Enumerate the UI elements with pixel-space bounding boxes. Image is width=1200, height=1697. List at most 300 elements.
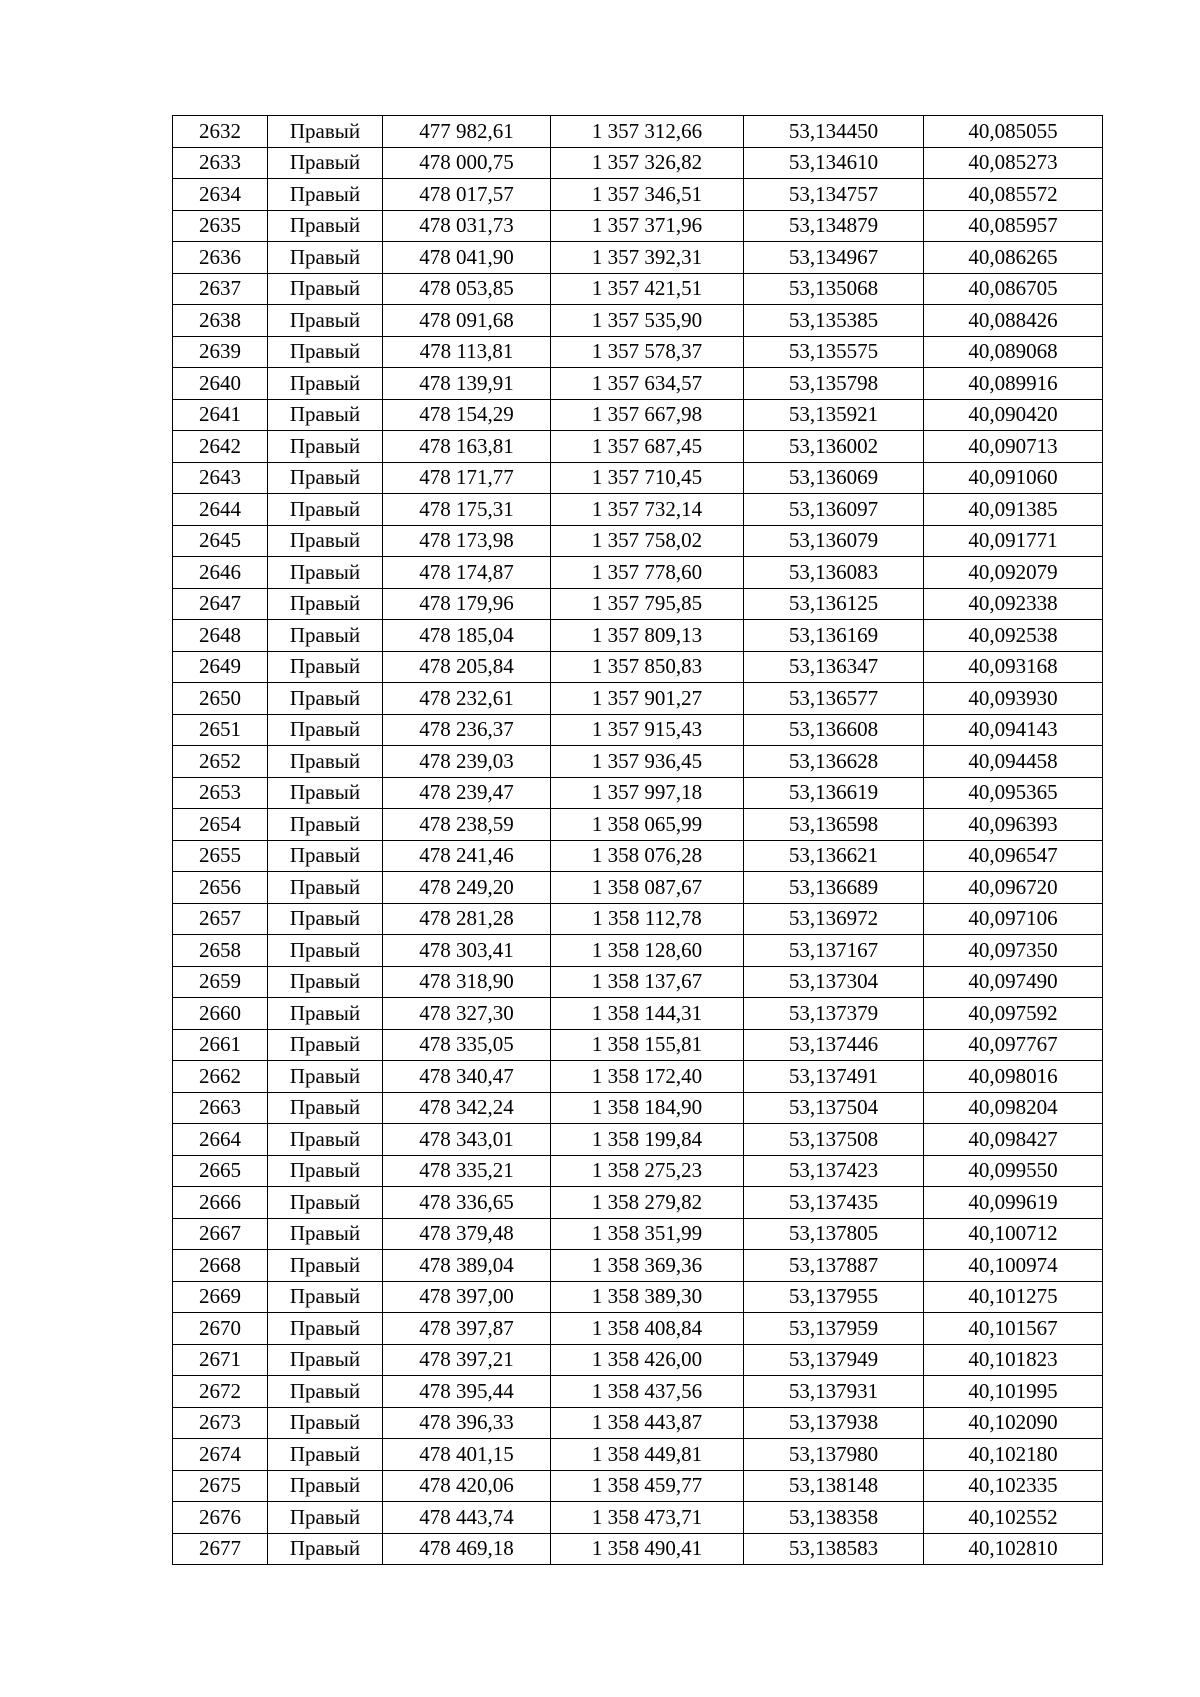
point-number-cell: 2634 (173, 179, 268, 211)
bank-side-cell: Правый (268, 1439, 383, 1471)
point-number-cell: 2649 (173, 651, 268, 683)
x-coordinate-cell: 478 379,48 (383, 1218, 551, 1250)
longitude-cell: 40,098427 (924, 1124, 1103, 1156)
y-coordinate-cell: 1 358 144,31 (551, 998, 744, 1030)
x-coordinate-cell: 478 396,33 (383, 1407, 551, 1439)
x-coordinate-cell: 478 238,59 (383, 809, 551, 841)
y-coordinate-cell: 1 357 915,43 (551, 714, 744, 746)
point-number-cell: 2647 (173, 588, 268, 620)
y-coordinate-cell: 1 358 087,67 (551, 872, 744, 904)
table-row (173, 557, 1103, 589)
y-coordinate-cell: 1 358 184,90 (551, 1092, 744, 1124)
x-coordinate-cell: 478 397,21 (383, 1344, 551, 1376)
latitude-cell: 53,137504 (744, 1092, 924, 1124)
bank-side-cell: Правый (268, 431, 383, 463)
latitude-cell: 53,137955 (744, 1281, 924, 1313)
latitude-cell: 53,137379 (744, 998, 924, 1030)
latitude-cell: 53,136083 (744, 557, 924, 589)
table-row (173, 683, 1103, 715)
latitude-cell: 53,137435 (744, 1187, 924, 1219)
point-number-cell: 2672 (173, 1376, 268, 1408)
y-coordinate-cell: 1 357 809,13 (551, 620, 744, 652)
latitude-cell: 53,134757 (744, 179, 924, 211)
table-row (173, 903, 1103, 935)
y-coordinate-cell: 1 357 578,37 (551, 336, 744, 368)
longitude-cell: 40,101823 (924, 1344, 1103, 1376)
bank-side-cell: Правый (268, 1376, 383, 1408)
y-coordinate-cell: 1 357 795,85 (551, 588, 744, 620)
table-row (173, 1092, 1103, 1124)
point-number-cell: 2633 (173, 147, 268, 179)
longitude-cell: 40,094458 (924, 746, 1103, 778)
latitude-cell: 53,138358 (744, 1502, 924, 1534)
point-number-cell: 2643 (173, 462, 268, 494)
point-number-cell: 2673 (173, 1407, 268, 1439)
latitude-cell: 53,136079 (744, 525, 924, 557)
longitude-cell: 40,101567 (924, 1313, 1103, 1345)
bank-side-cell: Правый (268, 998, 383, 1030)
longitude-cell: 40,090420 (924, 399, 1103, 431)
latitude-cell: 53,136598 (744, 809, 924, 841)
latitude-cell: 53,136125 (744, 588, 924, 620)
latitude-cell: 53,137931 (744, 1376, 924, 1408)
latitude-cell: 53,137949 (744, 1344, 924, 1376)
y-coordinate-cell: 1 358 408,84 (551, 1313, 744, 1345)
y-coordinate-cell: 1 357 758,02 (551, 525, 744, 557)
x-coordinate-cell: 478 239,03 (383, 746, 551, 778)
table-row (173, 1407, 1103, 1439)
point-number-cell: 2669 (173, 1281, 268, 1313)
longitude-cell: 40,100712 (924, 1218, 1103, 1250)
point-number-cell: 2659 (173, 966, 268, 998)
table-row (173, 399, 1103, 431)
latitude-cell: 53,136069 (744, 462, 924, 494)
longitude-cell: 40,091060 (924, 462, 1103, 494)
table-row (173, 368, 1103, 400)
y-coordinate-cell: 1 358 443,87 (551, 1407, 744, 1439)
point-number-cell: 2650 (173, 683, 268, 715)
x-coordinate-cell: 478 443,74 (383, 1502, 551, 1534)
point-number-cell: 2671 (173, 1344, 268, 1376)
table-row (173, 840, 1103, 872)
longitude-cell: 40,086265 (924, 242, 1103, 274)
x-coordinate-cell: 478 239,47 (383, 777, 551, 809)
longitude-cell: 40,102552 (924, 1502, 1103, 1534)
y-coordinate-cell: 1 358 112,78 (551, 903, 744, 935)
x-coordinate-cell: 478 397,87 (383, 1313, 551, 1345)
latitude-cell: 53,136689 (744, 872, 924, 904)
x-coordinate-cell: 478 041,90 (383, 242, 551, 274)
x-coordinate-cell: 478 173,98 (383, 525, 551, 557)
bank-side-cell: Правый (268, 1061, 383, 1093)
longitude-cell: 40,095365 (924, 777, 1103, 809)
latitude-cell: 53,134450 (744, 116, 924, 148)
bank-side-cell: Правый (268, 1281, 383, 1313)
bank-side-cell: Правый (268, 525, 383, 557)
longitude-cell: 40,085572 (924, 179, 1103, 211)
table-row (173, 273, 1103, 305)
x-coordinate-cell: 478 335,05 (383, 1029, 551, 1061)
table-row (173, 1187, 1103, 1219)
table-row (173, 1218, 1103, 1250)
x-coordinate-cell: 478 335,21 (383, 1155, 551, 1187)
y-coordinate-cell: 1 358 065,99 (551, 809, 744, 841)
bank-side-cell: Правый (268, 273, 383, 305)
table-row (173, 462, 1103, 494)
point-number-cell: 2632 (173, 116, 268, 148)
table-row (173, 872, 1103, 904)
x-coordinate-cell: 478 343,01 (383, 1124, 551, 1156)
longitude-cell: 40,090713 (924, 431, 1103, 463)
longitude-cell: 40,092338 (924, 588, 1103, 620)
table-row (173, 1029, 1103, 1061)
latitude-cell: 53,136002 (744, 431, 924, 463)
y-coordinate-cell: 1 358 155,81 (551, 1029, 744, 1061)
latitude-cell: 53,136347 (744, 651, 924, 683)
table-row (173, 1250, 1103, 1282)
point-number-cell: 2674 (173, 1439, 268, 1471)
bank-side-cell: Правый (268, 1218, 383, 1250)
table-row (173, 651, 1103, 683)
latitude-cell: 53,136577 (744, 683, 924, 715)
latitude-cell: 53,134967 (744, 242, 924, 274)
table-row (173, 1533, 1103, 1565)
table-row (173, 431, 1103, 463)
point-number-cell: 2658 (173, 935, 268, 967)
x-coordinate-cell: 478 303,41 (383, 935, 551, 967)
point-number-cell: 2670 (173, 1313, 268, 1345)
bank-side-cell: Правый (268, 872, 383, 904)
y-coordinate-cell: 1 358 076,28 (551, 840, 744, 872)
x-coordinate-cell: 478 163,81 (383, 431, 551, 463)
point-number-cell: 2654 (173, 809, 268, 841)
x-coordinate-cell: 478 171,77 (383, 462, 551, 494)
coordinates-table-body (173, 116, 1103, 1565)
longitude-cell: 40,091771 (924, 525, 1103, 557)
latitude-cell: 53,136608 (744, 714, 924, 746)
y-coordinate-cell: 1 358 426,00 (551, 1344, 744, 1376)
coordinates-table (172, 115, 1103, 1565)
bank-side-cell: Правый (268, 714, 383, 746)
bank-side-cell: Правый (268, 840, 383, 872)
longitude-cell: 40,097592 (924, 998, 1103, 1030)
bank-side-cell: Правый (268, 746, 383, 778)
table-row (173, 588, 1103, 620)
longitude-cell: 40,097767 (924, 1029, 1103, 1061)
x-coordinate-cell: 478 340,47 (383, 1061, 551, 1093)
x-coordinate-cell: 478 174,87 (383, 557, 551, 589)
y-coordinate-cell: 1 358 172,40 (551, 1061, 744, 1093)
latitude-cell: 53,134610 (744, 147, 924, 179)
x-coordinate-cell: 478 397,00 (383, 1281, 551, 1313)
y-coordinate-cell: 1 357 936,45 (551, 746, 744, 778)
x-coordinate-cell: 478 318,90 (383, 966, 551, 998)
x-coordinate-cell: 478 241,46 (383, 840, 551, 872)
latitude-cell: 53,137423 (744, 1155, 924, 1187)
longitude-cell: 40,102090 (924, 1407, 1103, 1439)
latitude-cell: 53,135385 (744, 305, 924, 337)
table-row (173, 935, 1103, 967)
y-coordinate-cell: 1 357 634,57 (551, 368, 744, 400)
bank-side-cell: Правый (268, 1155, 383, 1187)
bank-side-cell: Правый (268, 1533, 383, 1565)
x-coordinate-cell: 478 236,37 (383, 714, 551, 746)
bank-side-cell: Правый (268, 399, 383, 431)
longitude-cell: 40,096547 (924, 840, 1103, 872)
longitude-cell: 40,091385 (924, 494, 1103, 526)
latitude-cell: 53,135798 (744, 368, 924, 400)
table-row (173, 1470, 1103, 1502)
x-coordinate-cell: 478 420,06 (383, 1470, 551, 1502)
table-row (173, 1124, 1103, 1156)
x-coordinate-cell: 478 205,84 (383, 651, 551, 683)
bank-side-cell: Правый (268, 966, 383, 998)
point-number-cell: 2676 (173, 1502, 268, 1534)
table-row (173, 494, 1103, 526)
longitude-cell: 40,085273 (924, 147, 1103, 179)
point-number-cell: 2677 (173, 1533, 268, 1565)
table-row (173, 116, 1103, 148)
longitude-cell: 40,102810 (924, 1533, 1103, 1565)
latitude-cell: 53,137980 (744, 1439, 924, 1471)
longitude-cell: 40,085957 (924, 210, 1103, 242)
table-row (173, 1313, 1103, 1345)
x-coordinate-cell: 478 389,04 (383, 1250, 551, 1282)
table-row (173, 998, 1103, 1030)
longitude-cell: 40,099550 (924, 1155, 1103, 1187)
bank-side-cell: Правый (268, 1124, 383, 1156)
latitude-cell: 53,136628 (744, 746, 924, 778)
table-row (173, 1439, 1103, 1471)
bank-side-cell: Правый (268, 336, 383, 368)
table-row (173, 777, 1103, 809)
longitude-cell: 40,097350 (924, 935, 1103, 967)
x-coordinate-cell: 477 982,61 (383, 116, 551, 148)
bank-side-cell: Правый (268, 809, 383, 841)
point-number-cell: 2657 (173, 903, 268, 935)
latitude-cell: 53,138148 (744, 1470, 924, 1502)
bank-side-cell: Правый (268, 1470, 383, 1502)
table-row (173, 179, 1103, 211)
point-number-cell: 2641 (173, 399, 268, 431)
x-coordinate-cell: 478 342,24 (383, 1092, 551, 1124)
point-number-cell: 2661 (173, 1029, 268, 1061)
longitude-cell: 40,092079 (924, 557, 1103, 589)
point-number-cell: 2665 (173, 1155, 268, 1187)
point-number-cell: 2652 (173, 746, 268, 778)
y-coordinate-cell: 1 358 351,99 (551, 1218, 744, 1250)
bank-side-cell: Правый (268, 1250, 383, 1282)
point-number-cell: 2662 (173, 1061, 268, 1093)
longitude-cell: 40,102335 (924, 1470, 1103, 1502)
bank-side-cell: Правый (268, 1407, 383, 1439)
x-coordinate-cell: 478 281,28 (383, 903, 551, 935)
latitude-cell: 53,137508 (744, 1124, 924, 1156)
y-coordinate-cell: 1 358 279,82 (551, 1187, 744, 1219)
point-number-cell: 2648 (173, 620, 268, 652)
longitude-cell: 40,096720 (924, 872, 1103, 904)
bank-side-cell: Правый (268, 903, 383, 935)
table-row (173, 746, 1103, 778)
bank-side-cell: Правый (268, 1029, 383, 1061)
longitude-cell: 40,098016 (924, 1061, 1103, 1093)
bank-side-cell: Правый (268, 1502, 383, 1534)
point-number-cell: 2664 (173, 1124, 268, 1156)
y-coordinate-cell: 1 358 459,77 (551, 1470, 744, 1502)
latitude-cell: 53,137887 (744, 1250, 924, 1282)
x-coordinate-cell: 478 336,65 (383, 1187, 551, 1219)
longitude-cell: 40,085055 (924, 116, 1103, 148)
y-coordinate-cell: 1 357 326,82 (551, 147, 744, 179)
x-coordinate-cell: 478 091,68 (383, 305, 551, 337)
x-coordinate-cell: 478 179,96 (383, 588, 551, 620)
table-row (173, 1061, 1103, 1093)
longitude-cell: 40,094143 (924, 714, 1103, 746)
x-coordinate-cell: 478 395,44 (383, 1376, 551, 1408)
point-number-cell: 2653 (173, 777, 268, 809)
y-coordinate-cell: 1 357 778,60 (551, 557, 744, 589)
y-coordinate-cell: 1 358 437,56 (551, 1376, 744, 1408)
x-coordinate-cell: 478 401,15 (383, 1439, 551, 1471)
x-coordinate-cell: 478 175,31 (383, 494, 551, 526)
x-coordinate-cell: 478 154,29 (383, 399, 551, 431)
x-coordinate-cell: 478 327,30 (383, 998, 551, 1030)
bank-side-cell: Правый (268, 210, 383, 242)
table-row (173, 336, 1103, 368)
longitude-cell: 40,093168 (924, 651, 1103, 683)
y-coordinate-cell: 1 357 710,45 (551, 462, 744, 494)
y-coordinate-cell: 1 357 535,90 (551, 305, 744, 337)
longitude-cell: 40,092538 (924, 620, 1103, 652)
latitude-cell: 53,136619 (744, 777, 924, 809)
table-row (173, 620, 1103, 652)
longitude-cell: 40,102180 (924, 1439, 1103, 1471)
point-number-cell: 2663 (173, 1092, 268, 1124)
point-number-cell: 2675 (173, 1470, 268, 1502)
latitude-cell: 53,134879 (744, 210, 924, 242)
bank-side-cell: Правый (268, 1092, 383, 1124)
bank-side-cell: Правый (268, 368, 383, 400)
bank-side-cell: Правый (268, 651, 383, 683)
latitude-cell: 53,137938 (744, 1407, 924, 1439)
table-row (173, 210, 1103, 242)
table-row (173, 1155, 1103, 1187)
point-number-cell: 2635 (173, 210, 268, 242)
bank-side-cell: Правый (268, 777, 383, 809)
y-coordinate-cell: 1 358 137,67 (551, 966, 744, 998)
latitude-cell: 53,137959 (744, 1313, 924, 1345)
y-coordinate-cell: 1 357 687,45 (551, 431, 744, 463)
latitude-cell: 53,137167 (744, 935, 924, 967)
y-coordinate-cell: 1 358 389,30 (551, 1281, 744, 1313)
bank-side-cell: Правый (268, 620, 383, 652)
point-number-cell: 2660 (173, 998, 268, 1030)
x-coordinate-cell: 478 232,61 (383, 683, 551, 715)
longitude-cell: 40,098204 (924, 1092, 1103, 1124)
longitude-cell: 40,101275 (924, 1281, 1103, 1313)
bank-side-cell: Правый (268, 588, 383, 620)
x-coordinate-cell: 478 185,04 (383, 620, 551, 652)
point-number-cell: 2644 (173, 494, 268, 526)
latitude-cell: 53,137304 (744, 966, 924, 998)
x-coordinate-cell: 478 031,73 (383, 210, 551, 242)
longitude-cell: 40,093930 (924, 683, 1103, 715)
table-row (173, 1281, 1103, 1313)
y-coordinate-cell: 1 357 997,18 (551, 777, 744, 809)
latitude-cell: 53,137805 (744, 1218, 924, 1250)
y-coordinate-cell: 1 357 667,98 (551, 399, 744, 431)
longitude-cell: 40,086705 (924, 273, 1103, 305)
table-row (173, 525, 1103, 557)
latitude-cell: 53,135921 (744, 399, 924, 431)
table-row (173, 147, 1103, 179)
y-coordinate-cell: 1 357 392,31 (551, 242, 744, 274)
latitude-cell: 53,138583 (744, 1533, 924, 1565)
point-number-cell: 2667 (173, 1218, 268, 1250)
x-coordinate-cell: 478 053,85 (383, 273, 551, 305)
bank-side-cell: Правый (268, 557, 383, 589)
latitude-cell: 53,136097 (744, 494, 924, 526)
bank-side-cell: Правый (268, 116, 383, 148)
point-number-cell: 2636 (173, 242, 268, 274)
point-number-cell: 2642 (173, 431, 268, 463)
x-coordinate-cell: 478 469,18 (383, 1533, 551, 1565)
bank-side-cell: Правый (268, 1187, 383, 1219)
point-number-cell: 2646 (173, 557, 268, 589)
point-number-cell: 2666 (173, 1187, 268, 1219)
x-coordinate-cell: 478 113,81 (383, 336, 551, 368)
bank-side-cell: Правый (268, 242, 383, 274)
table-row (173, 1376, 1103, 1408)
point-number-cell: 2668 (173, 1250, 268, 1282)
table-row (173, 714, 1103, 746)
latitude-cell: 53,137491 (744, 1061, 924, 1093)
y-coordinate-cell: 1 358 473,71 (551, 1502, 744, 1534)
y-coordinate-cell: 1 357 901,27 (551, 683, 744, 715)
table-row (173, 966, 1103, 998)
y-coordinate-cell: 1 357 371,96 (551, 210, 744, 242)
y-coordinate-cell: 1 357 312,66 (551, 116, 744, 148)
table-row (173, 809, 1103, 841)
latitude-cell: 53,135068 (744, 273, 924, 305)
longitude-cell: 40,099619 (924, 1187, 1103, 1219)
bank-side-cell: Правый (268, 147, 383, 179)
longitude-cell: 40,097106 (924, 903, 1103, 935)
point-number-cell: 2640 (173, 368, 268, 400)
latitude-cell: 53,136169 (744, 620, 924, 652)
x-coordinate-cell: 478 249,20 (383, 872, 551, 904)
longitude-cell: 40,100974 (924, 1250, 1103, 1282)
bank-side-cell: Правый (268, 494, 383, 526)
x-coordinate-cell: 478 017,57 (383, 179, 551, 211)
y-coordinate-cell: 1 358 369,36 (551, 1250, 744, 1282)
point-number-cell: 2638 (173, 305, 268, 337)
y-coordinate-cell: 1 358 275,23 (551, 1155, 744, 1187)
latitude-cell: 53,136972 (744, 903, 924, 935)
y-coordinate-cell: 1 358 199,84 (551, 1124, 744, 1156)
point-number-cell: 2639 (173, 336, 268, 368)
table-row (173, 305, 1103, 337)
y-coordinate-cell: 1 358 490,41 (551, 1533, 744, 1565)
longitude-cell: 40,089068 (924, 336, 1103, 368)
longitude-cell: 40,097490 (924, 966, 1103, 998)
y-coordinate-cell: 1 357 346,51 (551, 179, 744, 211)
latitude-cell: 53,135575 (744, 336, 924, 368)
latitude-cell: 53,136621 (744, 840, 924, 872)
y-coordinate-cell: 1 357 732,14 (551, 494, 744, 526)
y-coordinate-cell: 1 357 421,51 (551, 273, 744, 305)
longitude-cell: 40,089916 (924, 368, 1103, 400)
